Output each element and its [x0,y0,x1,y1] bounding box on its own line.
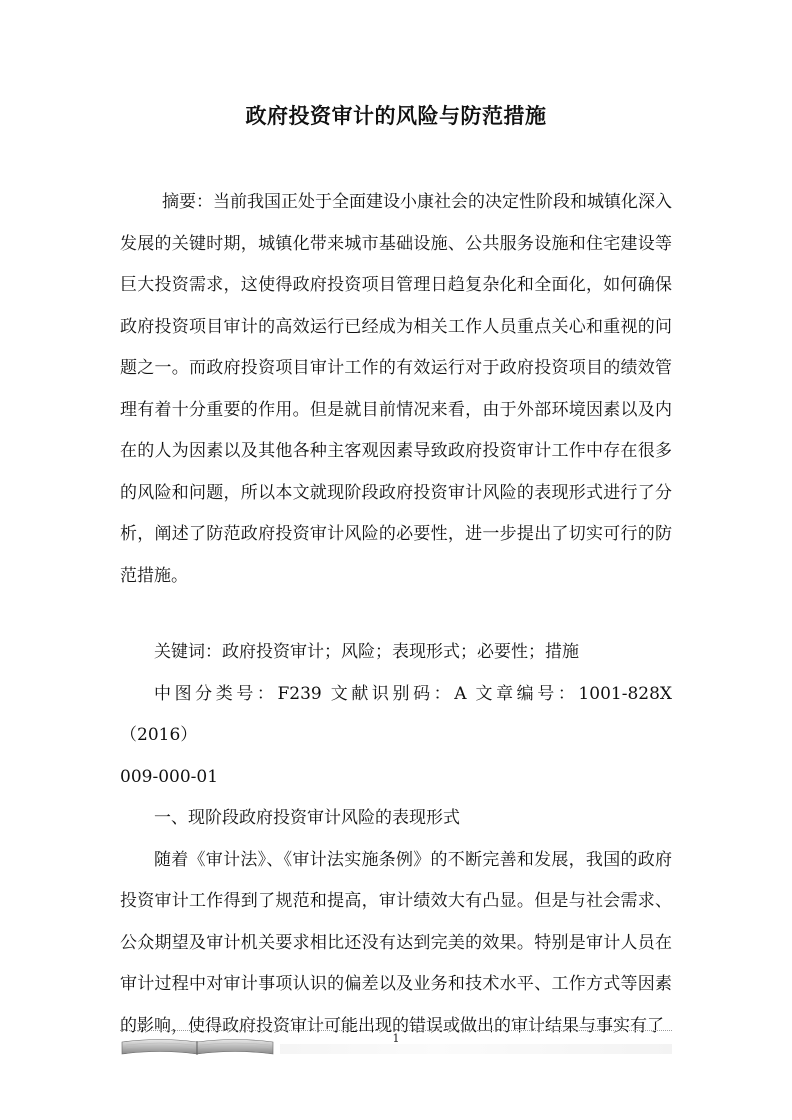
classification-line: 中图分类号：F239 文献识别码：A 文章编号：1001-828X（2016） [120,683,672,745]
section-heading: 一、现阶段政府投资审计风险的表现形式 [154,808,460,828]
page-footer [120,1030,672,1056]
document-title: 政府投资审计的风险与防范措施 [245,103,547,128]
section-paragraph: 随着《审计法》、《审计法实施条例》的不断完善和发展，我国的政府投资审计工作得到了规范和提高，审计绩效大有凸显。但是与社会需求、公众期望及审计机关要求相比还没有达到完美的效果。特别是审计人员在审计过程中对审计事项认识的偏差以及业务和技术水平、工作方式等因素的影响，使得政府投资审计可能出现的错误或做出的审计结果与事实有了 [120,849,672,1036]
keywords-line: 关键词：政府投资审计；风险；表现形式；必要性；措施 [154,642,579,662]
abstract-paragraph: 摘要：当前我国正处于全面建设小康社会的决定性阶段和城镇化深入发展的关键时期，城镇化带来城市基础设施、公共服务设施和住宅建设等巨大投资需求，这使得政府投资项目管理日趋复杂化和全面化，如何确保政府投资项目审计的高效运行已经成为相关工作人员重点关心和重视的问题之一。而政府投资项目审计工作的有效运行对于政府投资项目的绩效管理有着十分重要的作用。但是就目前情况来看，由于外部环境因素以及内在的人为因素以及其他各种主客观因素导致政府投资审计工作中存在很多的风险和问题，所以本文就现阶段政府投资审计风险的表现形式进行了分析，阐述了防范政府投资审计风险的必要性，进一步提出了切实可行的防范措施。 [120,192,672,586]
footer-divider [120,1030,672,1031]
page-number: 1 [392,1032,400,1045]
footer-decoration [280,1044,672,1054]
classification-continuation: 009-000-01 [120,766,219,787]
body-section [120,632,672,1047]
